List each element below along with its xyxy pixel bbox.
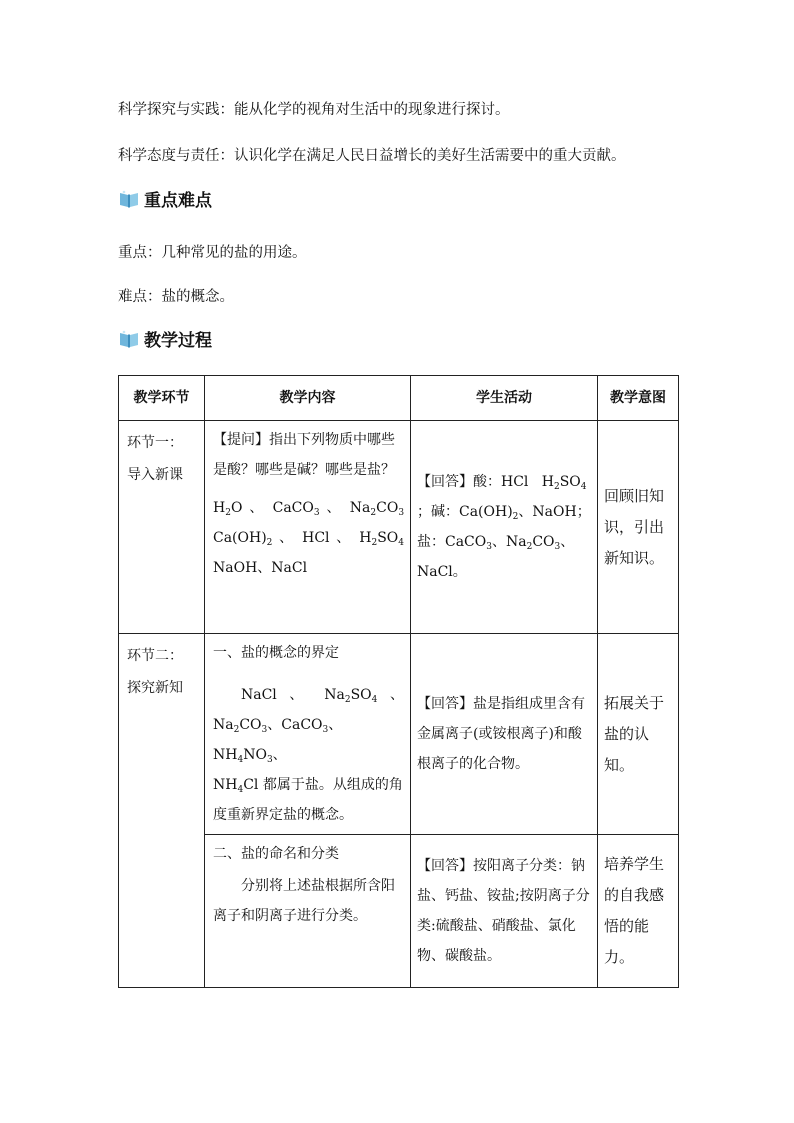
stage-two-part2-purpose: 培养学生的自我感悟的能力。 [598,835,679,988]
stage-two-name: 探究新知 [127,680,183,696]
formula-list-line [213,523,404,553]
open-book-icon [118,328,140,350]
formula-h2so4: $H_2SO_4$ [359,530,405,548]
stage-one-content [205,421,411,634]
separator: 、 [326,500,343,516]
col-header-content: 教学内容 [205,376,411,421]
col-header-stage: 教学环节 [119,376,205,421]
separator: 、 [336,530,353,546]
table-header-row [119,376,679,421]
stage-one-label: 环节一： [127,435,183,451]
stage-two-part1-content [205,634,411,835]
formula-na2co3: $Na_2CO_3$ [349,500,405,518]
salt-list-line: $Na_2CO_3$、CaCO$_3$、$NH_4NO_3$、 [213,717,343,765]
open-book-icon [118,188,140,210]
stage-one-name: 导入新课 [127,467,183,483]
separator: 、 [279,530,296,546]
table-row [119,421,679,634]
col-header-purpose: 教学意图 [598,376,679,421]
stage-one-purpose: 回顾旧知识，引出新知识。 [598,421,679,634]
formula-caco3: CaCO$_3$ [272,500,320,518]
formula-list-line [213,493,404,523]
key-point-text: 重点：几种常见的盐的用途。 [118,245,307,261]
teaching-process-table [118,375,679,988]
formula-na2so4: $Na_2SO_4$ [324,687,378,705]
intro-line-practice: 科学探究与实践：能从化学的视角对生活中的现象进行探讨。 [118,102,510,118]
part2-text: 分别将上述盐根据所含阳离子和阴离子进行分类。 [213,878,395,924]
process-heading [118,326,212,351]
separator: 、 [289,687,312,703]
keypoints-heading [118,186,212,211]
answer-line: ；碱：$Ca(OH)_2$、NaOH； [417,504,591,522]
stage-one-cell [119,421,205,634]
formula-nacl: NaCl [241,687,277,703]
separator: 、 [249,500,266,516]
separator: 、 [390,687,404,703]
salt-definition-text: $NH_4Cl$ 都属于盐。从组成的角度重新界定盐的概念。 [213,777,403,823]
stage-two-part1-answer: 【回答】盐是指组成里含有金属离子(或铵根离子)和酸根离子的化合物。 [411,634,598,835]
salt-list-line [213,680,404,710]
process-title: 教学过程 [144,331,212,351]
formula-caoh2: $Ca(OH)_2$ [213,530,273,548]
keypoints-title: 重点难点 [144,191,212,211]
table-row [119,634,679,835]
stage-two-label: 环节二： [127,648,183,664]
formula-hcl: HCl [302,530,330,546]
answer-line: 盐：CaCO$_3$、$Na_2CO_3$、 [417,534,575,552]
part1-title: 一、盐的概念的界定 [213,645,339,661]
formula-list-line: NaOH、NaCl [213,560,308,576]
stage-two-cell [119,634,205,988]
part2-title: 二、盐的命名和分类 [213,846,339,862]
stage-two-part1-purpose: 拓展关于盐的认知。 [598,634,679,835]
question-text: 【提问】指出下列物质中哪些是酸？哪些是碱？哪些是盐？ [213,432,395,478]
formula-h2o: $H_2O$ [213,500,243,518]
stage-two-part2-answer: 【回答】按阳离子分类：钠盐、钙盐、铵盐;按阴离子分类:硫酸盐、硝酸盐、氯化物、碳酸盐。 [411,835,598,988]
difficulty-text: 难点：盐的概念。 [118,289,234,305]
col-header-activity: 学生活动 [411,376,598,421]
answer-line: 【回答】酸：HCl $H_2SO_4$ [417,474,587,492]
stage-one-answer [411,421,598,634]
intro-line-attitude: 科学态度与责任：认识化学在满足人民日益增长的美好生活需要中的重大贡献。 [118,148,626,164]
stage-two-part2-content [205,835,411,988]
answer-line: NaCl。 [417,564,467,580]
